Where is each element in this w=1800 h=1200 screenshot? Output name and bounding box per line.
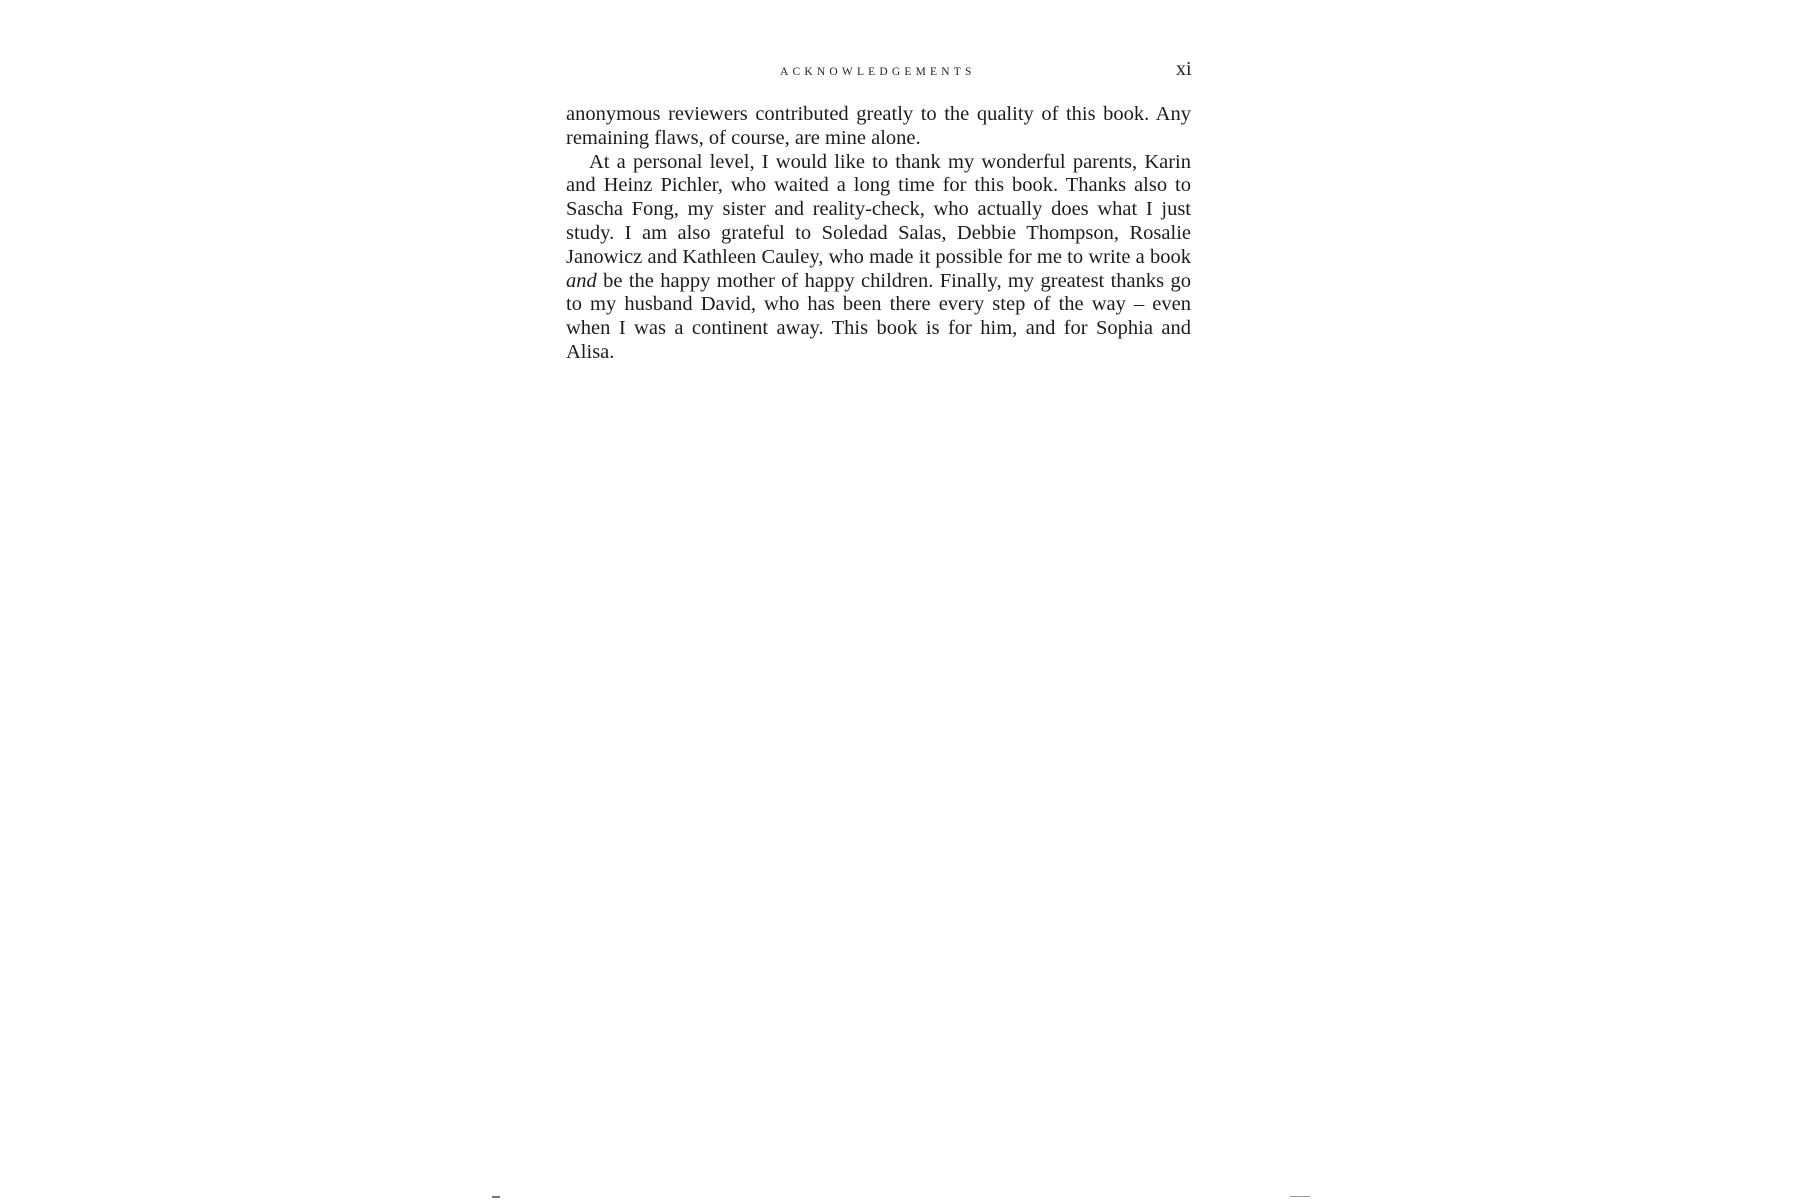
body-text	[566, 103, 1191, 365]
running-head: ACKNOWLEDGEMENTS	[780, 66, 976, 78]
paragraph-2-text-end: be the happy mother of happy children. Finally, my greatest thanks go to my husband David, who has been there every step of the way – even when I was a continent away. This book is for him, and for Sophia and Alisa.	[566, 269, 1191, 363]
scan-mark-left	[492, 1196, 500, 1198]
paragraph-2	[566, 151, 1191, 365]
paragraph-2-emphasis: and	[566, 269, 597, 292]
scan-mark-right	[1290, 1196, 1310, 1197]
paragraph-1: anonymous reviewers contributed greatly to the quality of this book. Any remaining flaws, of course, are mine alone.	[566, 103, 1191, 149]
page-number: xi	[1176, 58, 1192, 80]
paragraph-2-text-start: At a personal level, I would like to thank my wonderful parents, Karin and Heinz Pichler, who waited a long time for this book. Thanks also to Sascha Fong, my sister and reality-check, who actually does what I just study. I am also grateful to Soledad Salas, Debbie Thompson, Rosalie Janowicz and Kathleen Cauley, who made it possible for me to write a book	[566, 150, 1191, 268]
